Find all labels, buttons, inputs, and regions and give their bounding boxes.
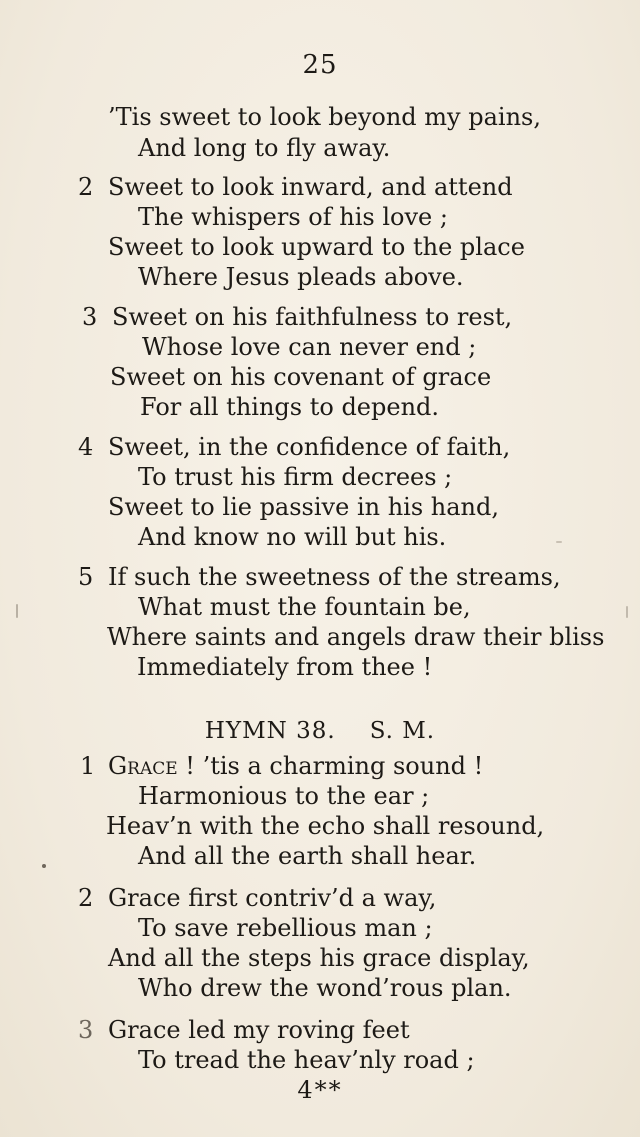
verse-line: Sweet to lie passive in his hand, bbox=[108, 493, 499, 521]
paper-speck bbox=[626, 606, 628, 618]
stanza-number: 4 bbox=[78, 433, 94, 461]
stanza-number: 3 bbox=[82, 303, 98, 331]
paper-speck bbox=[42, 864, 46, 868]
verse-line: And know no will but his. bbox=[138, 523, 447, 551]
verse-line: Whose love can never end ; bbox=[142, 333, 477, 361]
verse-line: To trust his firm decrees ; bbox=[138, 463, 453, 491]
verse-line: Who drew the wond’rous plan. bbox=[138, 974, 512, 1002]
paper-speck bbox=[556, 541, 562, 543]
stanza-number: 2 bbox=[78, 884, 94, 912]
verse-line: Sweet to look upward to the place bbox=[108, 233, 525, 261]
hymn-meter: S. M. bbox=[369, 718, 436, 744]
verse-line: To tread the heav’nly road ; bbox=[138, 1046, 475, 1074]
first-line-rest: ! ’tis a charming sound ! bbox=[177, 752, 484, 780]
verse-line: Heav’n with the echo shall resound, bbox=[106, 812, 545, 840]
stanza-number: 5 bbox=[78, 563, 94, 591]
verse-line: Grace led my roving feet bbox=[108, 1016, 410, 1044]
hymn-number: HYMN 38. bbox=[204, 718, 336, 744]
verse-line bbox=[108, 751, 483, 781]
stanza-number: 3 bbox=[78, 1016, 94, 1044]
signature-mark: 4** bbox=[297, 1076, 343, 1104]
verse-line: Sweet to look inward, and attend bbox=[108, 173, 513, 201]
verse-line: Where saints and angels draw their bliss bbox=[107, 623, 605, 651]
stanza-number: 2 bbox=[78, 173, 94, 201]
verse-line: Harmonious to the ear ; bbox=[138, 782, 430, 810]
verse-line: ’Tis sweet to look beyond my pains, bbox=[108, 103, 541, 131]
verse-line: Sweet on his covenant of grace bbox=[110, 363, 492, 391]
verse-line: And all the earth shall hear. bbox=[138, 842, 477, 870]
verse-line: What must the fountain be, bbox=[138, 593, 471, 621]
hymn-heading bbox=[0, 718, 640, 744]
first-word: Grace bbox=[108, 752, 178, 780]
verse-line: And long to fly away. bbox=[138, 134, 391, 162]
verse-line: Sweet on his faithfulness to rest, bbox=[112, 303, 513, 331]
verse-line: Grace first contriv’d a way, bbox=[108, 884, 437, 912]
verse-line: Immediately from thee ! bbox=[137, 653, 433, 681]
verse-line: And all the steps his grace display, bbox=[108, 944, 530, 972]
verse-line: Where Jesus pleads above. bbox=[138, 263, 464, 291]
verse-line: If such the sweetness of the streams, bbox=[108, 563, 561, 591]
paper-speck bbox=[16, 604, 18, 618]
verse-line: The whispers of his love ; bbox=[138, 203, 448, 231]
stanza-number: 1 bbox=[80, 752, 96, 780]
verse-line: To save rebellious man ; bbox=[138, 914, 433, 942]
verse-line: Sweet, in the confidence of faith, bbox=[108, 433, 511, 461]
verse-line: For all things to depend. bbox=[140, 393, 440, 421]
page-number: 25 bbox=[302, 50, 338, 80]
